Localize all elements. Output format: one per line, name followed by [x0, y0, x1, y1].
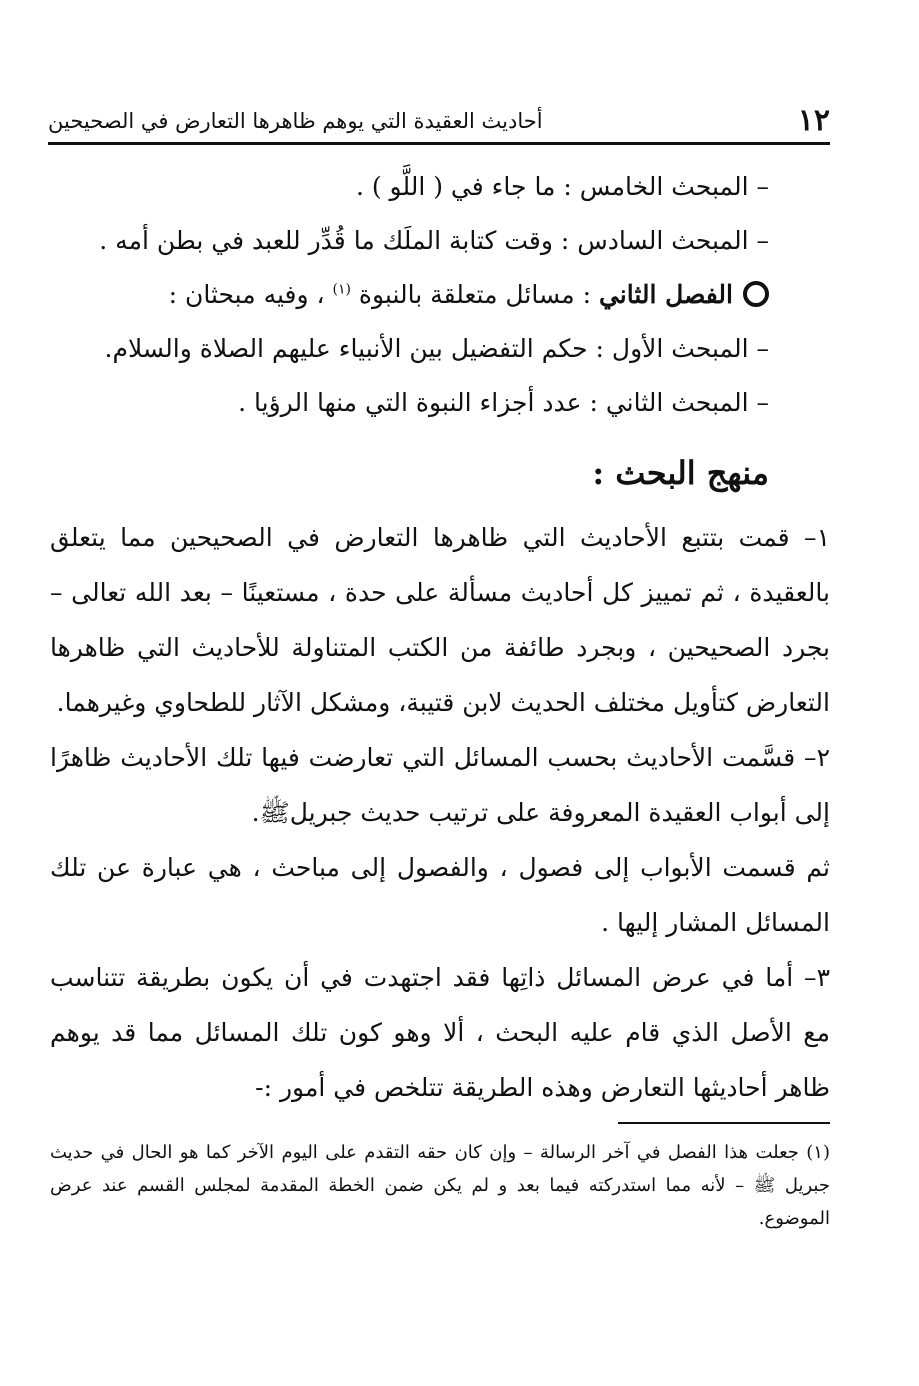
page-number: ١٢: [797, 103, 830, 138]
paragraph: ثم قسمت الأبواب إلى فصول ، والفصول إلى مباحث ، هي عبارة عن تلك المسائل المشار إليها .: [50, 853, 830, 937]
chapter-outline: [69, 160, 769, 430]
footnote: [50, 1136, 830, 1235]
circle-bullet-icon: [743, 281, 769, 307]
chapter-label: الفصل الثاني: [598, 280, 733, 309]
running-title: أحاديث العقيدة التي يوهم ظاهرها التعارض في الصحيحين: [48, 109, 543, 133]
footnote-rule: [618, 1122, 830, 1124]
section-heading: منهج البحث :: [592, 454, 769, 492]
paragraph: ٢– قسَّمت الأحاديث بحسب المسائل التي تعارضت فيها تلك الأحاديث ظاهرًا إلى أبواب العقيدة المعروفة على ترتيب حديث جبريلﷺ.: [50, 743, 830, 827]
body-text: [50, 510, 830, 1115]
chapter-text: : مسائل متعلقة بالنبوة: [358, 280, 599, 309]
page-header: [48, 104, 830, 138]
footnote-text: (١) جعلت هذا الفصل في آخر الرسالة – وإن كان حقه التقدم على اليوم الآخر كما هو الحال في حديث جبريل ﷺ – لأنه مما استدركته فيما بعد و لم يكن ضمن الخطة المقدمة لمجلس القسم عند عرض الموضوع.: [50, 1142, 830, 1229]
chapter-suffix: ، وفيه مبحثان :: [168, 280, 333, 309]
chapter-line: [69, 268, 769, 322]
paragraph: ١– قمت بتتبع الأحاديث التي ظاهرها التعارض في الصحيحين مما يتعلق بالعقيدة ، ثم تمييز كل أحاديث مسألة على حدة ، مستعينًا – بعد الله تعالى – بجرد الصحيحين ، وبجرد طائفة من الكتب المتناولة للأحاديث التي ظاهرها التعارض كتأويل مختلف الحديث لابن قتيبة، ومشكل الآثار للطحاوي وغيرهما.: [50, 523, 830, 717]
outline-item: – المبحث السادس : وقت كتابة الملَك ما قُدِّر للعبد في بطن أمه .: [99, 226, 769, 255]
footnote-reference: (١): [332, 281, 351, 298]
paragraph: ٣– أما في عرض المسائل ذاتِها فقد اجتهدت في أن يكون بطريقة تتناسب مع الأصل الذي قام عليه البحث ، ألا وهو كون تلك المسائل مما قد يوهم ظاهر أحاديثها التعارض وهذه الطريقة تتلخص في أمور :-: [50, 963, 830, 1102]
outline-item: – المبحث الخامس : ما جاء في ( اللَّو ) .: [355, 172, 769, 201]
header-rule: [48, 142, 830, 145]
outline-item: – المبحث الأول : حكم التفضيل بين الأنبياء عليهم الصلاة والسلام.: [104, 334, 769, 363]
outline-item: – المبحث الثاني : عدد أجزاء النبوة التي منها الرؤيا .: [238, 388, 769, 417]
